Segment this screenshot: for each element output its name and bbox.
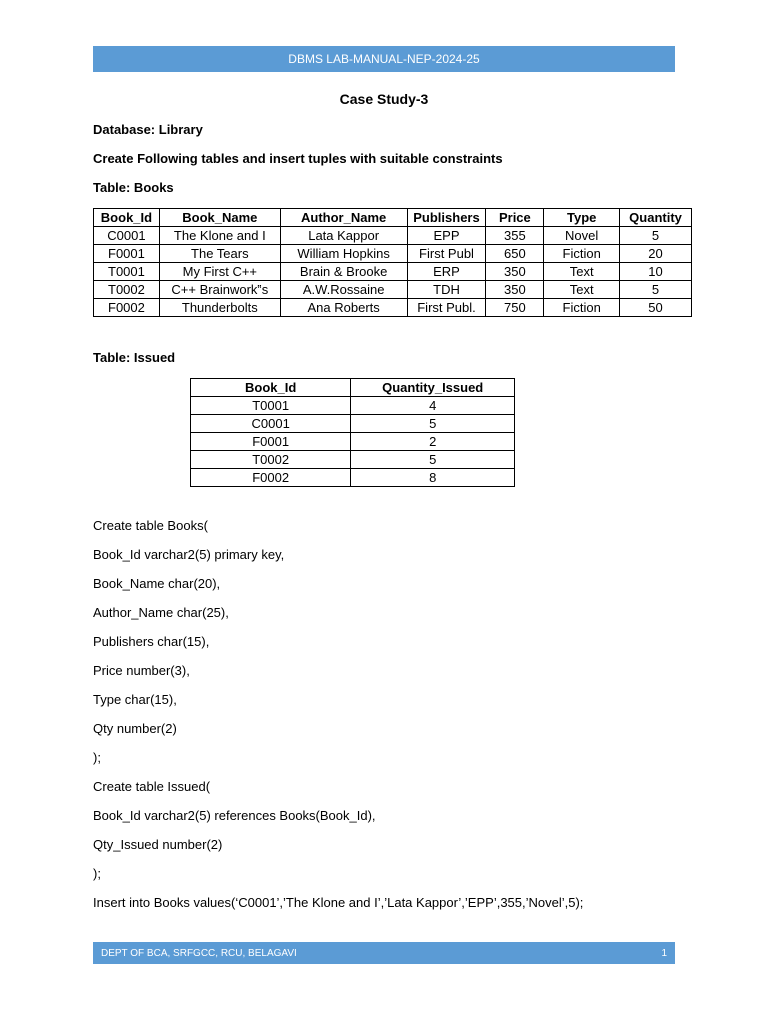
table-row — [94, 263, 692, 281]
issued-cell: 5 — [351, 415, 515, 433]
table-row — [94, 299, 692, 317]
books-cell: Text — [544, 281, 620, 299]
books-header-cell: Type — [544, 209, 620, 227]
books-cell: T0001 — [94, 263, 160, 281]
books-body — [94, 227, 692, 317]
page-footer — [93, 942, 675, 964]
issued-table-label: Table: Issued — [93, 350, 176, 365]
code-line: Price number(3), — [93, 663, 190, 678]
books-cell: A.W.Rossaine — [280, 281, 407, 299]
table-row — [94, 245, 692, 263]
table-row — [94, 281, 692, 299]
books-cell: 650 — [486, 245, 544, 263]
books-cell: 355 — [486, 227, 544, 245]
code-line: Qty_Issued number(2) — [93, 837, 223, 852]
books-cell: William Hopkins — [280, 245, 407, 263]
books-cell: Thunderbolts — [159, 299, 280, 317]
page-header — [93, 46, 675, 72]
books-cell: The Tears — [159, 245, 280, 263]
issued-cell: F0001 — [191, 433, 351, 451]
database-label: Database: Library — [93, 122, 203, 137]
table-row — [191, 451, 515, 469]
code-line: Qty number(2) — [93, 721, 177, 736]
books-cell: 350 — [486, 281, 544, 299]
books-header-cell: Book_Name — [159, 209, 280, 227]
books-header-cell: Quantity — [620, 209, 692, 227]
issued-cell: F0002 — [191, 469, 351, 487]
books-cell: F0002 — [94, 299, 160, 317]
table-row — [94, 227, 692, 245]
books-cell: 5 — [620, 281, 692, 299]
code-line: Insert into Books values(‘C0001’,’The Klone and I’,’Lata Kappor’,’EPP’,355,’Novel’,5); — [93, 895, 584, 910]
code-line: Author_Name char(25), — [93, 605, 229, 620]
issued-cell: 2 — [351, 433, 515, 451]
code-line: Book_Name char(20), — [93, 576, 221, 591]
instruction-text: Create Following tables and insert tuples with suitable constraints — [93, 151, 503, 166]
books-cell: Novel — [544, 227, 620, 245]
issued-cell: 5 — [351, 451, 515, 469]
books-cell: 750 — [486, 299, 544, 317]
books-cell: Fiction — [544, 299, 620, 317]
books-cell: Text — [544, 263, 620, 281]
page-title: Case Study-3 — [339, 91, 429, 107]
books-cell: Lata Kappor — [280, 227, 407, 245]
books-cell: The Klone and I — [159, 227, 280, 245]
books-cell: Ana Roberts — [280, 299, 407, 317]
code-line: Publishers char(15), — [93, 634, 210, 649]
code-line: ); — [93, 866, 101, 881]
issued-cell: T0002 — [191, 451, 351, 469]
issued-header-cell: Quantity_Issued — [351, 379, 515, 397]
books-cell: Brain & Brooke — [280, 263, 407, 281]
issued-cell: C0001 — [191, 415, 351, 433]
books-cell: First Publ. — [407, 299, 486, 317]
books-cell: F0001 — [94, 245, 160, 263]
issued-cell: T0001 — [191, 397, 351, 415]
books-table — [93, 208, 692, 317]
books-cell: First Publ — [407, 245, 486, 263]
books-cell: T0002 — [94, 281, 160, 299]
code-line: Book_Id varchar2(5) primary key, — [93, 547, 285, 562]
table-row — [191, 415, 515, 433]
table-row — [191, 469, 515, 487]
books-cell: C++ Brainwork‟s — [159, 281, 280, 299]
books-header-row — [94, 209, 692, 227]
books-cell: 20 — [620, 245, 692, 263]
books-cell: EPP — [407, 227, 486, 245]
books-header-cell: Publishers — [407, 209, 486, 227]
table-row — [191, 397, 515, 415]
footer-department: DEPT OF BCA, SRFGCC, RCU, BELAGAVI — [101, 947, 297, 959]
issued-cell: 8 — [351, 469, 515, 487]
books-header-cell: Book_Id — [94, 209, 160, 227]
books-cell: C0001 — [94, 227, 160, 245]
books-cell: TDH — [407, 281, 486, 299]
books-cell: 50 — [620, 299, 692, 317]
books-header-cell: Author_Name — [280, 209, 407, 227]
page-number: 1 — [661, 947, 667, 959]
table-row — [191, 433, 515, 451]
code-line: Type char(15), — [93, 692, 177, 707]
issued-table — [190, 378, 515, 487]
issued-body — [191, 397, 515, 487]
code-line: ); — [93, 750, 101, 765]
books-cell: My First C++ — [159, 263, 280, 281]
books-cell: Fiction — [544, 245, 620, 263]
code-line: Create table Books( — [93, 518, 208, 533]
code-line: Book_Id varchar2(5) references Books(Book_Id), — [93, 808, 376, 823]
issued-header-row — [191, 379, 515, 397]
issued-header-cell: Book_Id — [191, 379, 351, 397]
issued-cell: 4 — [351, 397, 515, 415]
header-text: DBMS LAB-MANUAL-NEP-2024-25 — [288, 52, 480, 66]
code-line: Create table Issued( — [93, 779, 211, 794]
books-cell: 350 — [486, 263, 544, 281]
books-header-cell: Price — [486, 209, 544, 227]
books-cell: 5 — [620, 227, 692, 245]
books-cell: 10 — [620, 263, 692, 281]
books-cell: ERP — [407, 263, 486, 281]
books-table-label: Table: Books — [93, 180, 174, 195]
